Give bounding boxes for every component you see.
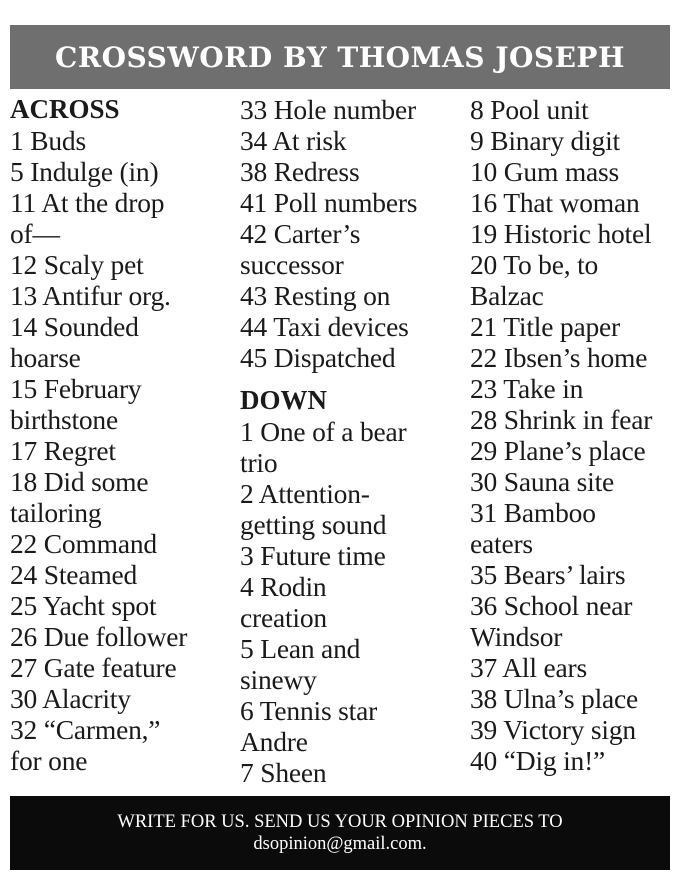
clue-line: 6 Tennis star: [240, 695, 378, 726]
clue-line: 25 Yacht spot: [10, 590, 157, 621]
clue-line: 4 Rodin: [240, 571, 327, 602]
clue-line: 33 Hole number: [240, 94, 416, 125]
clue-line: 38 Redress: [240, 156, 360, 187]
clue-line: 10 Gum mass: [470, 156, 620, 187]
clue-line: 28 Shrink in fear: [470, 404, 653, 435]
clue-line: 1 Buds: [10, 125, 86, 156]
clue-line: 1 One of a bear: [240, 416, 407, 447]
clue-line: 40 “Dig in!”: [470, 745, 606, 776]
clue-line: 22 Ibsen’s home: [470, 342, 648, 373]
across-clues-list: [10, 125, 235, 776]
clue-line: 45 Dispatched: [240, 342, 396, 373]
clue-line: hoarse: [10, 342, 81, 373]
clue-line: 5 Indulge (in): [10, 156, 159, 187]
clue-line: trio: [240, 447, 278, 478]
clue-line: 14 Sounded: [10, 311, 139, 342]
clue-line: 3 Future time: [240, 540, 386, 571]
clue-line: 43 Resting on: [240, 280, 391, 311]
footer-banner: [10, 796, 670, 870]
clue-line: 30 Alacrity: [10, 683, 131, 714]
clue-column-3: [470, 94, 682, 776]
clue-line: 42 Carter’s: [240, 218, 361, 249]
clue-line: 30 Sauna site: [470, 466, 615, 497]
clue-column-1: [10, 94, 235, 776]
clue-line: 11 At the drop: [10, 187, 165, 218]
clue-line: 32 “Carmen,”: [10, 714, 161, 745]
clue-line: birthstone: [10, 404, 118, 435]
clue-line: sinewy: [240, 664, 317, 695]
clue-line: 2 Attention-: [240, 478, 370, 509]
clue-line: 27 Gate feature: [10, 652, 177, 683]
clue-line: creation: [240, 602, 327, 633]
clue-line: of—: [10, 218, 60, 249]
footer-line-1: WRITE FOR US. SEND US YOUR OPINION PIECES TO: [117, 812, 563, 832]
section-gap: [240, 373, 470, 385]
clue-line: 7 Sheen: [240, 757, 327, 788]
clue-line: 8 Pool unit: [470, 94, 589, 125]
clue-line: 20 To be, to: [470, 249, 599, 280]
clue-line: 21 Title paper: [470, 311, 620, 342]
down-clues-list: [240, 416, 470, 788]
clue-line: for one: [10, 745, 88, 776]
clue-line: tailoring: [10, 497, 102, 528]
clue-line: 5 Lean and: [240, 633, 361, 664]
clue-line: getting sound: [240, 509, 387, 540]
clue-line: 13 Antifur org.: [10, 280, 171, 311]
clue-line: successor: [240, 249, 344, 280]
clue-line: 41 Poll numbers: [240, 187, 418, 218]
clue-line: 22 Command: [10, 528, 157, 559]
clue-line: eaters: [470, 528, 533, 559]
clue-line: 26 Due follower: [10, 621, 188, 652]
clue-line: Balzac: [470, 280, 544, 311]
clue-line: 18 Did some: [10, 466, 149, 497]
clue-line: 38 Ulna’s place: [470, 683, 639, 714]
clue-line: 29 Plane’s place: [470, 435, 646, 466]
across-clues-list-continued: [240, 94, 470, 373]
clue-line: 36 School near: [470, 590, 633, 621]
clue-line: 19 Historic hotel: [470, 218, 652, 249]
clue-line: 16 That woman: [470, 187, 640, 218]
clue-line: 44 Taxi devices: [240, 311, 409, 342]
clue-line: 17 Regret: [10, 435, 116, 466]
down-clues-list-continued: [470, 94, 682, 776]
clue-line: 9 Binary digit: [470, 125, 620, 156]
clue-column-2: [240, 94, 470, 788]
clue-line: 31 Bamboo: [470, 497, 596, 528]
clue-line: 12 Scaly pet: [10, 249, 144, 280]
footer-email: dsopinion@gmail.com.: [253, 834, 427, 854]
clue-line: 39 Victory sign: [470, 714, 636, 745]
clue-line: Andre: [240, 726, 308, 757]
down-heading: DOWN: [240, 385, 327, 415]
clue-line: 23 Take in: [470, 373, 584, 404]
clue-line: 24 Steamed: [10, 559, 138, 590]
page-title: CROSSWORD BY THOMAS JOSEPH: [10, 25, 670, 89]
clue-line: 37 All ears: [470, 652, 587, 683]
clue-line: 34 At risk: [240, 125, 347, 156]
across-heading: ACROSS: [10, 94, 120, 124]
clue-line: 35 Bears’ lairs: [470, 559, 626, 590]
clue-line: 15 February: [10, 373, 142, 404]
clue-line: Windsor: [470, 621, 563, 652]
